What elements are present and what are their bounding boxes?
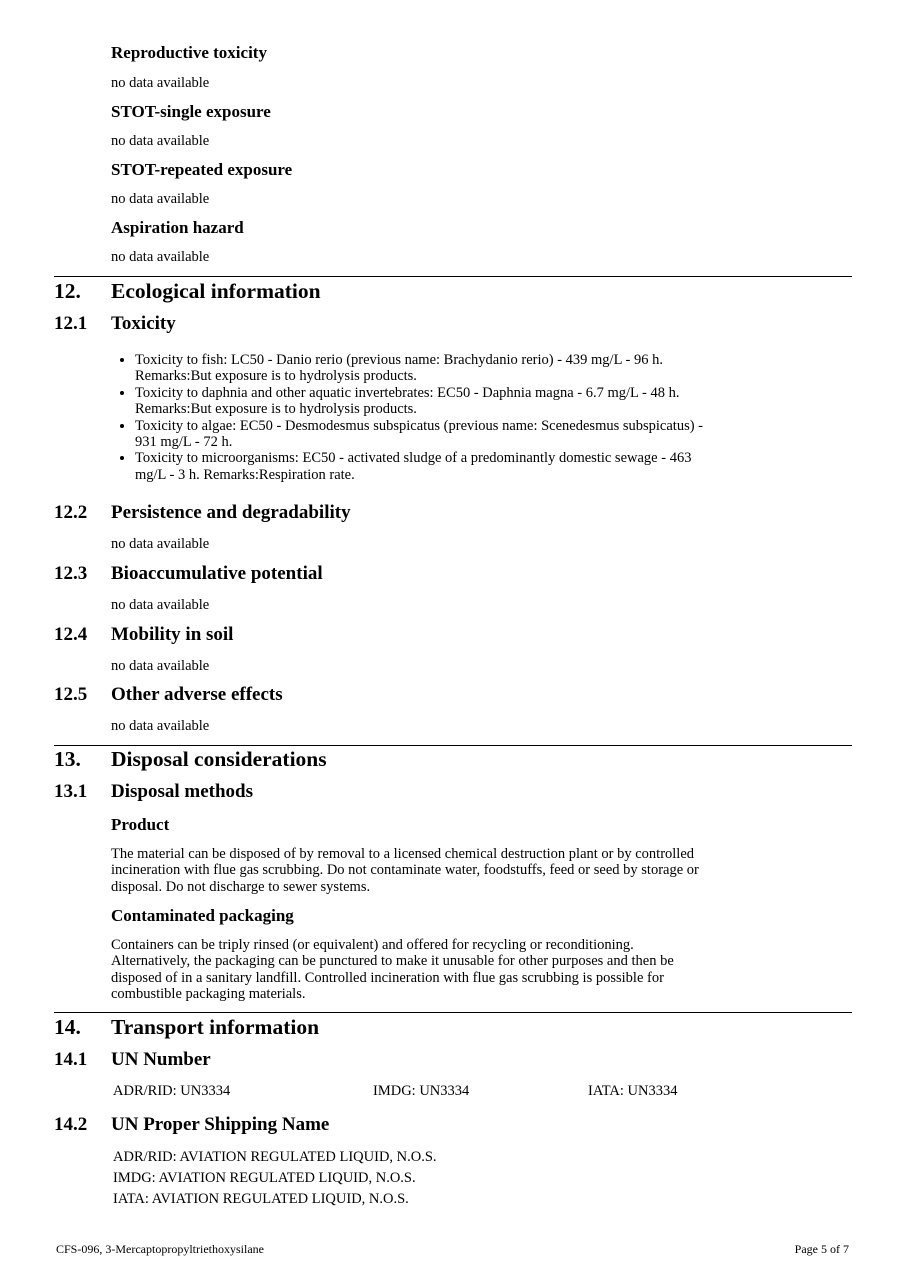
footer-page-number: Page 5 of 7 [794, 1242, 849, 1256]
section-13-1-number: 13.1 [54, 781, 88, 802]
section-14-title: Transport information [111, 1015, 320, 1039]
section-12-divider [54, 276, 852, 277]
section-12-1-number: 12.1 [54, 313, 88, 334]
section-14-2-title: UN Proper Shipping Name [111, 1114, 330, 1135]
section-13-1-title: Disposal methods [111, 781, 253, 802]
section-12-3-number: 12.3 [54, 563, 88, 584]
persistence-text: no data available [111, 536, 210, 552]
toxicity-list [111, 352, 815, 483]
un-number-imdg: IMDG: UN3334 [373, 1083, 470, 1099]
section-13-number: 13. [54, 747, 81, 771]
section-14-1-number: 14.1 [54, 1049, 88, 1070]
product-heading: Product [111, 815, 170, 834]
shipping-name-adr: ADR/RID: AVIATION REGULATED LIQUID, N.O.S. [113, 1149, 437, 1165]
bioaccumulative-text: no data available [111, 597, 210, 613]
section-14-1-title: UN Number [111, 1049, 211, 1070]
section-12-title: Ecological information [111, 279, 321, 303]
list-item: • Toxicity to daphnia and other aquatic invertebrates: EC50 - Daphnia magna - 6.7 mg/L - 48 h. Remarks:But exposure is to hydrolysis products. [135, 385, 815, 418]
reproductive-toxicity-heading: Reproductive toxicity [111, 43, 267, 62]
contaminated-packaging-heading: Contaminated packaging [111, 906, 294, 925]
section-14-2-number: 14.2 [54, 1114, 88, 1135]
aspiration-hazard-text: no data available [111, 249, 210, 265]
mobility-text: no data available [111, 658, 210, 674]
list-item: • Toxicity to microorganisms: EC50 - activated sludge of a predominantly domestic sewage - 463 mg/L - 3 h. Remarks:Respiration rate. [135, 450, 815, 483]
aspiration-hazard-heading: Aspiration hazard [111, 218, 244, 237]
other-effects-text: no data available [111, 718, 210, 734]
contaminated-packaging-text: Containers can be triply rinsed (or equivalent) and offered for recycling or reconditioning. Alternatively, the packaging can be punctured to make it unusable for other purposes and then be disposed of in a sanitary landfill. Controlled incineration with flue gas scrubbing is possible for combustible packaging materials. [111, 937, 674, 1003]
stot-single-text: no data available [111, 133, 210, 149]
shipping-name-iata: IATA: AVIATION REGULATED LIQUID, N.O.S. [113, 1191, 409, 1207]
section-12-4-number: 12.4 [54, 624, 88, 645]
list-item: • Toxicity to fish: LC50 - Danio rerio (previous name: Brachydanio rerio) - 439 mg/L - 96 h. Remarks:But exposure is to hydrolysis products. [135, 352, 815, 385]
stot-repeated-text: no data available [111, 191, 210, 207]
stot-single-heading: STOT-single exposure [111, 102, 271, 121]
section-12-number: 12. [54, 279, 81, 303]
section-13-title: Disposal considerations [111, 747, 327, 771]
section-12-5-number: 12.5 [54, 684, 88, 705]
section-12-1-title: Toxicity [111, 313, 176, 334]
list-item: • Toxicity to algae: EC50 - Desmodesmus subspicatus (previous name: Scenedesmus subspicatus) - 931 mg/L - 72 h. [135, 418, 815, 451]
section-12-3-title: Bioaccumulative potential [111, 563, 323, 584]
section-12-5-title: Other adverse effects [111, 684, 283, 705]
un-number-adr: ADR/RID: UN3334 [113, 1083, 231, 1099]
section-14-divider [54, 1012, 852, 1013]
reproductive-toxicity-text: no data available [111, 75, 210, 91]
shipping-name-imdg: IMDG: AVIATION REGULATED LIQUID, N.O.S. [113, 1170, 416, 1186]
section-12-2-number: 12.2 [54, 502, 88, 523]
footer-document-id: CFS-096, 3-Mercaptopropyltriethoxysilane [56, 1242, 264, 1256]
un-number-iata: IATA: UN3334 [588, 1083, 678, 1099]
section-12-2-title: Persistence and degradability [111, 502, 351, 523]
section-14-number: 14. [54, 1015, 81, 1039]
product-text: The material can be disposed of by removal to a licensed chemical destruction plant or by controlled incineration with flue gas scrubbing. Do not contaminate water, foodstuffs, feed or seed by storage or disposal. Do not discharge to sewer systems. [111, 846, 699, 895]
stot-repeated-heading: STOT-repeated exposure [111, 160, 293, 179]
section-12-4-title: Mobility in soil [111, 624, 234, 645]
